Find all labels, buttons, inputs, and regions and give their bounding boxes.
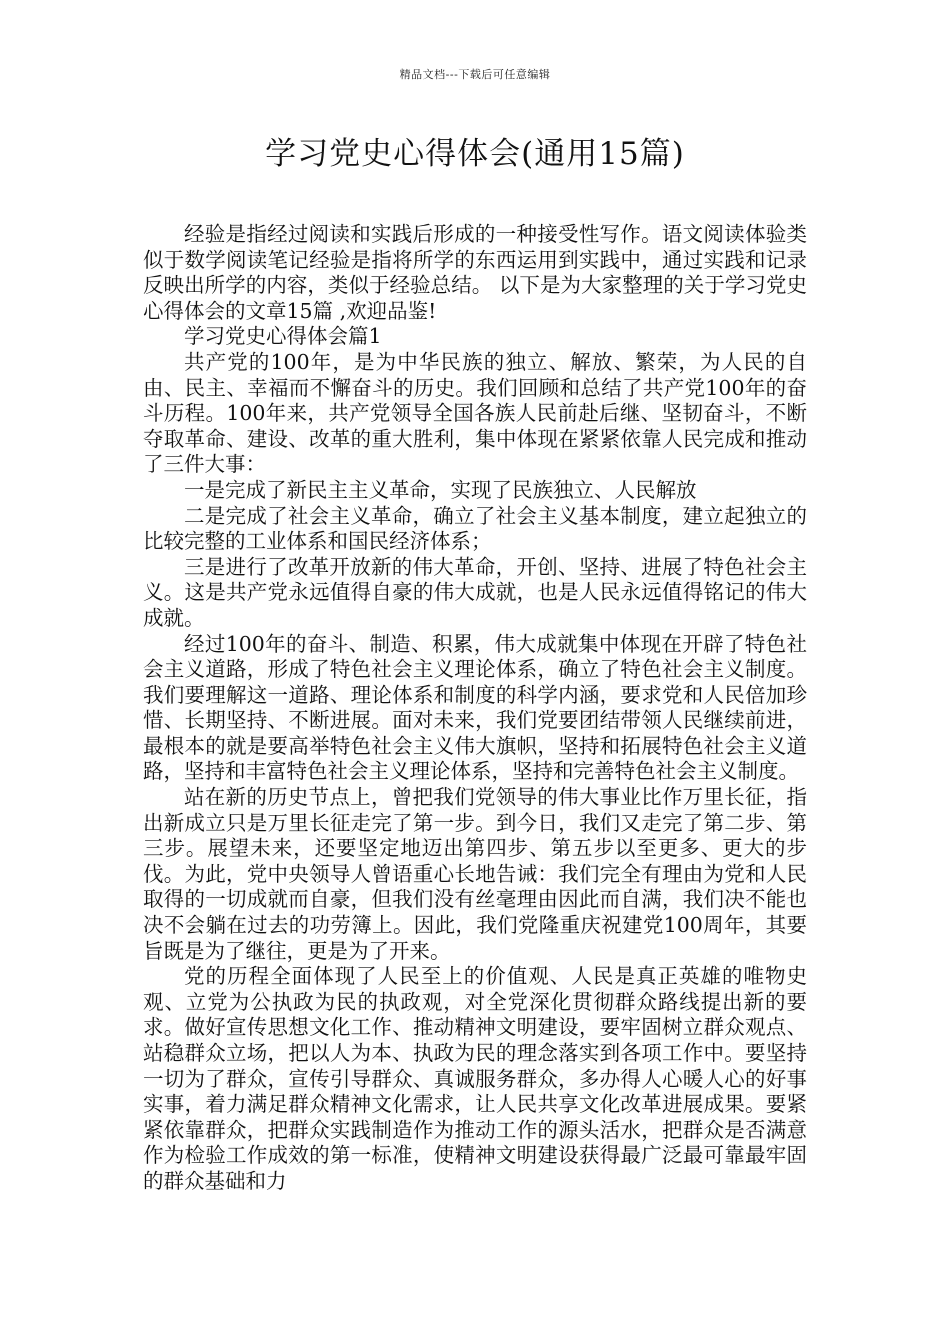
paragraph: 二是完成了社会主义革命，确立了社会主义基本制度，建立起独立的比较完整的工业体系和国民经济体系； (143, 503, 807, 554)
header-note: 精品文档---下载后可任意编辑 (399, 68, 551, 81)
paragraph: 站在新的历史节点上，曾把我们党领导的伟大事业比作万里长征，指出新成立只是万里长征走完了第一步。到今日，我们又走完了第二步、第三步。展望未来，还要坚定地迈出第四步、第五步以至更多、更大的步伐。为此，党中央领导人曾语重心长地告诫：我们完全有理由为党和人民取得的一切成就而自豪，但我们没有丝毫理由因此而自满，我们决不能也决不会躺在过去的功劳簿上。因此，我们党隆重庆祝建党100周年，其要旨既是为了继往，更是为了开来。 (143, 785, 807, 963)
intro-paragraph: 经验是指经过阅读和实践后形成的一种接受性写作。语文阅读体验类似于数学阅读笔记经验是指将所学的东西运用到实践中，通过实践和记录反映出所学的内容，类似于经验总结。 以下是为大家整理的关于学习党史心得体会的文章15篇 ,欢迎品鉴! (143, 222, 807, 323)
page-title: 学习党史心得体会(通用15篇) (265, 136, 685, 172)
paragraph: 党的历程全面体现了人民至上的价值观、人民是真正英雄的唯物史观、立党为公执政为民的执政观，对全党深化贯彻群众路线提出新的要求。做好宣传思想文化工作、推动精神文明建设，要牢固树立群众观点、站稳群众立场，把以人为本、执政为民的理念落实到各项工作中。要坚持一切为了群众，宣传引导群众、真诚服务群众，多办得人心暖人心的好事实事，着力满足群众精神文化需求，让人民共享文化改革进展成果。要紧紧依靠群众，把群众实践制造作为推动工作的源头活水，把群众是否满意作为检验工作成效的第一标准，使精神文明建设获得最广泛最可靠最牢固的群众基础和力 (143, 964, 807, 1193)
document-body (143, 222, 807, 1195)
section-heading: 学习党史心得体会篇1 (184, 324, 382, 349)
paragraph: 一是完成了新民主主义革命，实现了民族独立、人民解放 (184, 477, 697, 502)
paragraph: 三是进行了改革开放新的伟大革命，开创、坚持、进展了特色社会主义。这是共产党永远值得自豪的伟大成就，也是人民永远值得铭记的伟大成就。 (143, 554, 807, 630)
paragraph: 共产党的100年，是为中华民族的独立、解放、繁荣，为人民的自由、民主、幸福而不懈奋斗的历史。我们回顾和总结了共产党100年的奋斗历程。100年来，共产党领导全国各族人民前赴后继、坚韧奋斗，不断夺取革命、建设、改革的重大胜利，集中体现在紧紧依靠人民完成和推动了三件大事： (143, 349, 807, 477)
paragraph: 经过100年的奋斗、制造、积累，伟大成就集中体现在开辟了特色社会主义道路，形成了特色社会主义理论体系，确立了特色社会主义制度。我们要理解这一道路、理论体系和制度的科学内涵，要求党和人民倍加珍惜、长期坚持、不断进展。面对未来，我们党要团结带领人民继续前进，最根本的就是要高举特色社会主义伟大旗帜，坚持和拓展特色社会主义道路，坚持和丰富特色社会主义理论体系，坚持和完善特色社会主义制度。 (143, 631, 807, 784)
